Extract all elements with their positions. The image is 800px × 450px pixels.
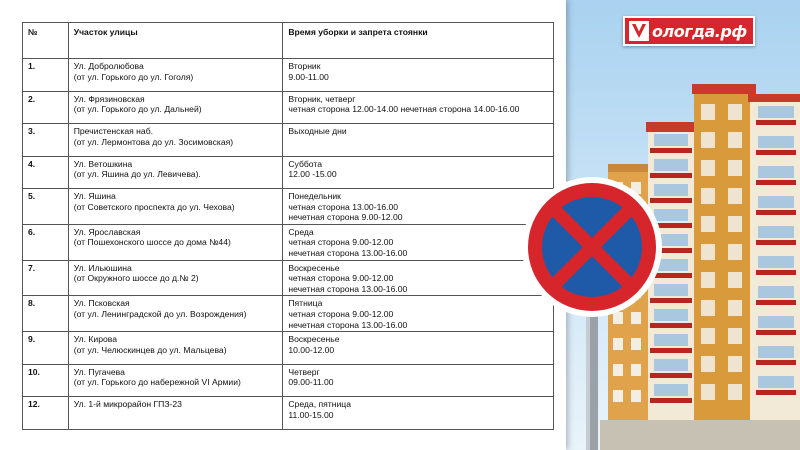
schedule-table — [22, 22, 554, 430]
row-number: 4. — [23, 156, 69, 189]
table-row — [23, 224, 554, 260]
logo-text: ологда.рф — [652, 21, 747, 41]
table-row — [23, 156, 554, 189]
time-line: нечетная сторона 13.00-16.00 — [288, 247, 408, 258]
table-row — [23, 397, 554, 430]
row-number: 5. — [23, 189, 69, 225]
cleaning-time-cell — [283, 91, 554, 124]
table-header-row — [23, 23, 554, 59]
street-line: (от Окружного шоссе до д.№ 2) — [73, 273, 199, 284]
street-line: Пречистенская наб. — [73, 126, 154, 136]
time-line: 9.00-11.00 — [288, 71, 329, 82]
time-line: 11.00-15.00 — [288, 409, 334, 420]
time-line: Вторник — [288, 61, 321, 71]
street-line: Ул. Кирова — [73, 334, 118, 345]
street-section-cell — [68, 260, 283, 296]
table-row — [23, 296, 554, 332]
street-line: (от Советского проспекта до ул. Чехова) — [73, 201, 235, 212]
row-number: 3. — [23, 124, 69, 157]
time-line: Понедельник — [288, 191, 341, 201]
row-number: 8. — [23, 296, 69, 332]
time-line: 10.00-12.00 — [288, 344, 335, 355]
cleaning-time-cell — [283, 59, 554, 92]
street-line: Ул. Добролюбова — [73, 61, 144, 71]
street-line: (от ул. Яшина до ул. Левичева). — [73, 169, 201, 180]
time-line: Вторник, четверг — [288, 93, 356, 104]
time-line: четная сторона 9.00-12.00 — [288, 273, 394, 284]
street-line: Ул. Ветошкина — [73, 158, 133, 169]
time-line: Четверг — [288, 366, 320, 377]
street-line: (от ул. Лермонтова до ул. Зосимовская) — [73, 136, 234, 147]
time-line: Выходные дни — [288, 126, 347, 136]
time-line: Воскресенье — [288, 334, 340, 345]
row-number: 7. — [23, 260, 69, 296]
time-line: нечетная сторона 9.00-12.00 — [288, 212, 403, 223]
table-row — [23, 124, 554, 157]
time-line: 09.00-11.00 — [288, 377, 334, 388]
row-number: 6. — [23, 224, 69, 260]
time-line: четная сторона 9.00-12.00 — [288, 308, 394, 319]
time-line: Среда, пятница — [288, 399, 351, 410]
header-street: Участок улицы — [68, 23, 283, 59]
street-line: Ул. 1-й микрорайон ГПЗ-23 — [73, 399, 182, 410]
street-section-cell — [68, 156, 283, 189]
street-line: (от ул. Челюскинцев до ул. Мальцева) — [73, 344, 227, 355]
street-section-cell — [68, 332, 283, 365]
street-line: Ул. Ильюшина — [73, 262, 132, 273]
time-line: четная сторона 12.00-14.00 нечетная сторона 14.00-16.00 — [288, 104, 520, 115]
street-line: Ул. Фрязиновская — [73, 93, 145, 104]
row-number: 1. — [23, 59, 69, 92]
street-section-cell — [68, 124, 283, 157]
table-row — [23, 91, 554, 124]
time-line: 12.00 -15.00 — [288, 169, 337, 180]
table-row — [23, 59, 554, 92]
header-num: № — [23, 23, 69, 59]
table-row — [23, 364, 554, 397]
street-line: (от ул. Горького до набережной VI Армии) — [73, 377, 241, 388]
time-line: нечетная сторона 13.00-16.00 — [288, 283, 408, 294]
cleaning-time-cell — [283, 124, 554, 157]
row-number: 12. — [23, 397, 69, 430]
street-section-cell — [68, 189, 283, 225]
street-line: Ул. Пугачева — [73, 366, 125, 377]
street-line: Ул. Псковская — [73, 298, 130, 309]
time-line: Среда — [288, 226, 314, 237]
street-line: (от ул. Горького до ул. Дальней) — [73, 104, 202, 115]
street-line: (от Пошехонского шоссе до дома №44) — [73, 237, 231, 248]
time-line: нечетная сторона 13.00-16.00 — [288, 319, 408, 330]
row-number: 10. — [23, 364, 69, 397]
no-stopping-sign-icon — [512, 175, 672, 450]
time-line: Суббота — [288, 158, 322, 169]
row-number: 2. — [23, 91, 69, 124]
table-row — [23, 189, 554, 225]
street-section-cell — [68, 364, 283, 397]
time-line: Воскресенье — [288, 262, 340, 273]
street-line: (от ул. Ленинградской до ул. Возрождения) — [73, 308, 247, 319]
table-body — [23, 59, 554, 430]
vologda-logo — [623, 16, 755, 46]
street-section-cell — [68, 59, 283, 92]
street-section-cell — [68, 91, 283, 124]
street-line: Ул. Ярославская — [73, 226, 141, 237]
time-line: четная сторона 13.00-16.00 — [288, 201, 399, 212]
street-section-cell — [68, 397, 283, 430]
table-row — [23, 332, 554, 365]
street-line: Ул. Яшина — [73, 191, 116, 201]
header-time: Время уборки и запрета стоянки — [283, 23, 554, 59]
time-line: четная сторона 9.00-12.00 — [288, 237, 394, 248]
logo-v-icon — [628, 20, 650, 42]
street-section-cell — [68, 296, 283, 332]
street-section-cell — [68, 224, 283, 260]
street-line: (от ул. Горького до ул. Гоголя) — [73, 71, 194, 82]
row-number: 9. — [23, 332, 69, 365]
table-row — [23, 260, 554, 296]
time-line: Пятница — [288, 298, 323, 309]
